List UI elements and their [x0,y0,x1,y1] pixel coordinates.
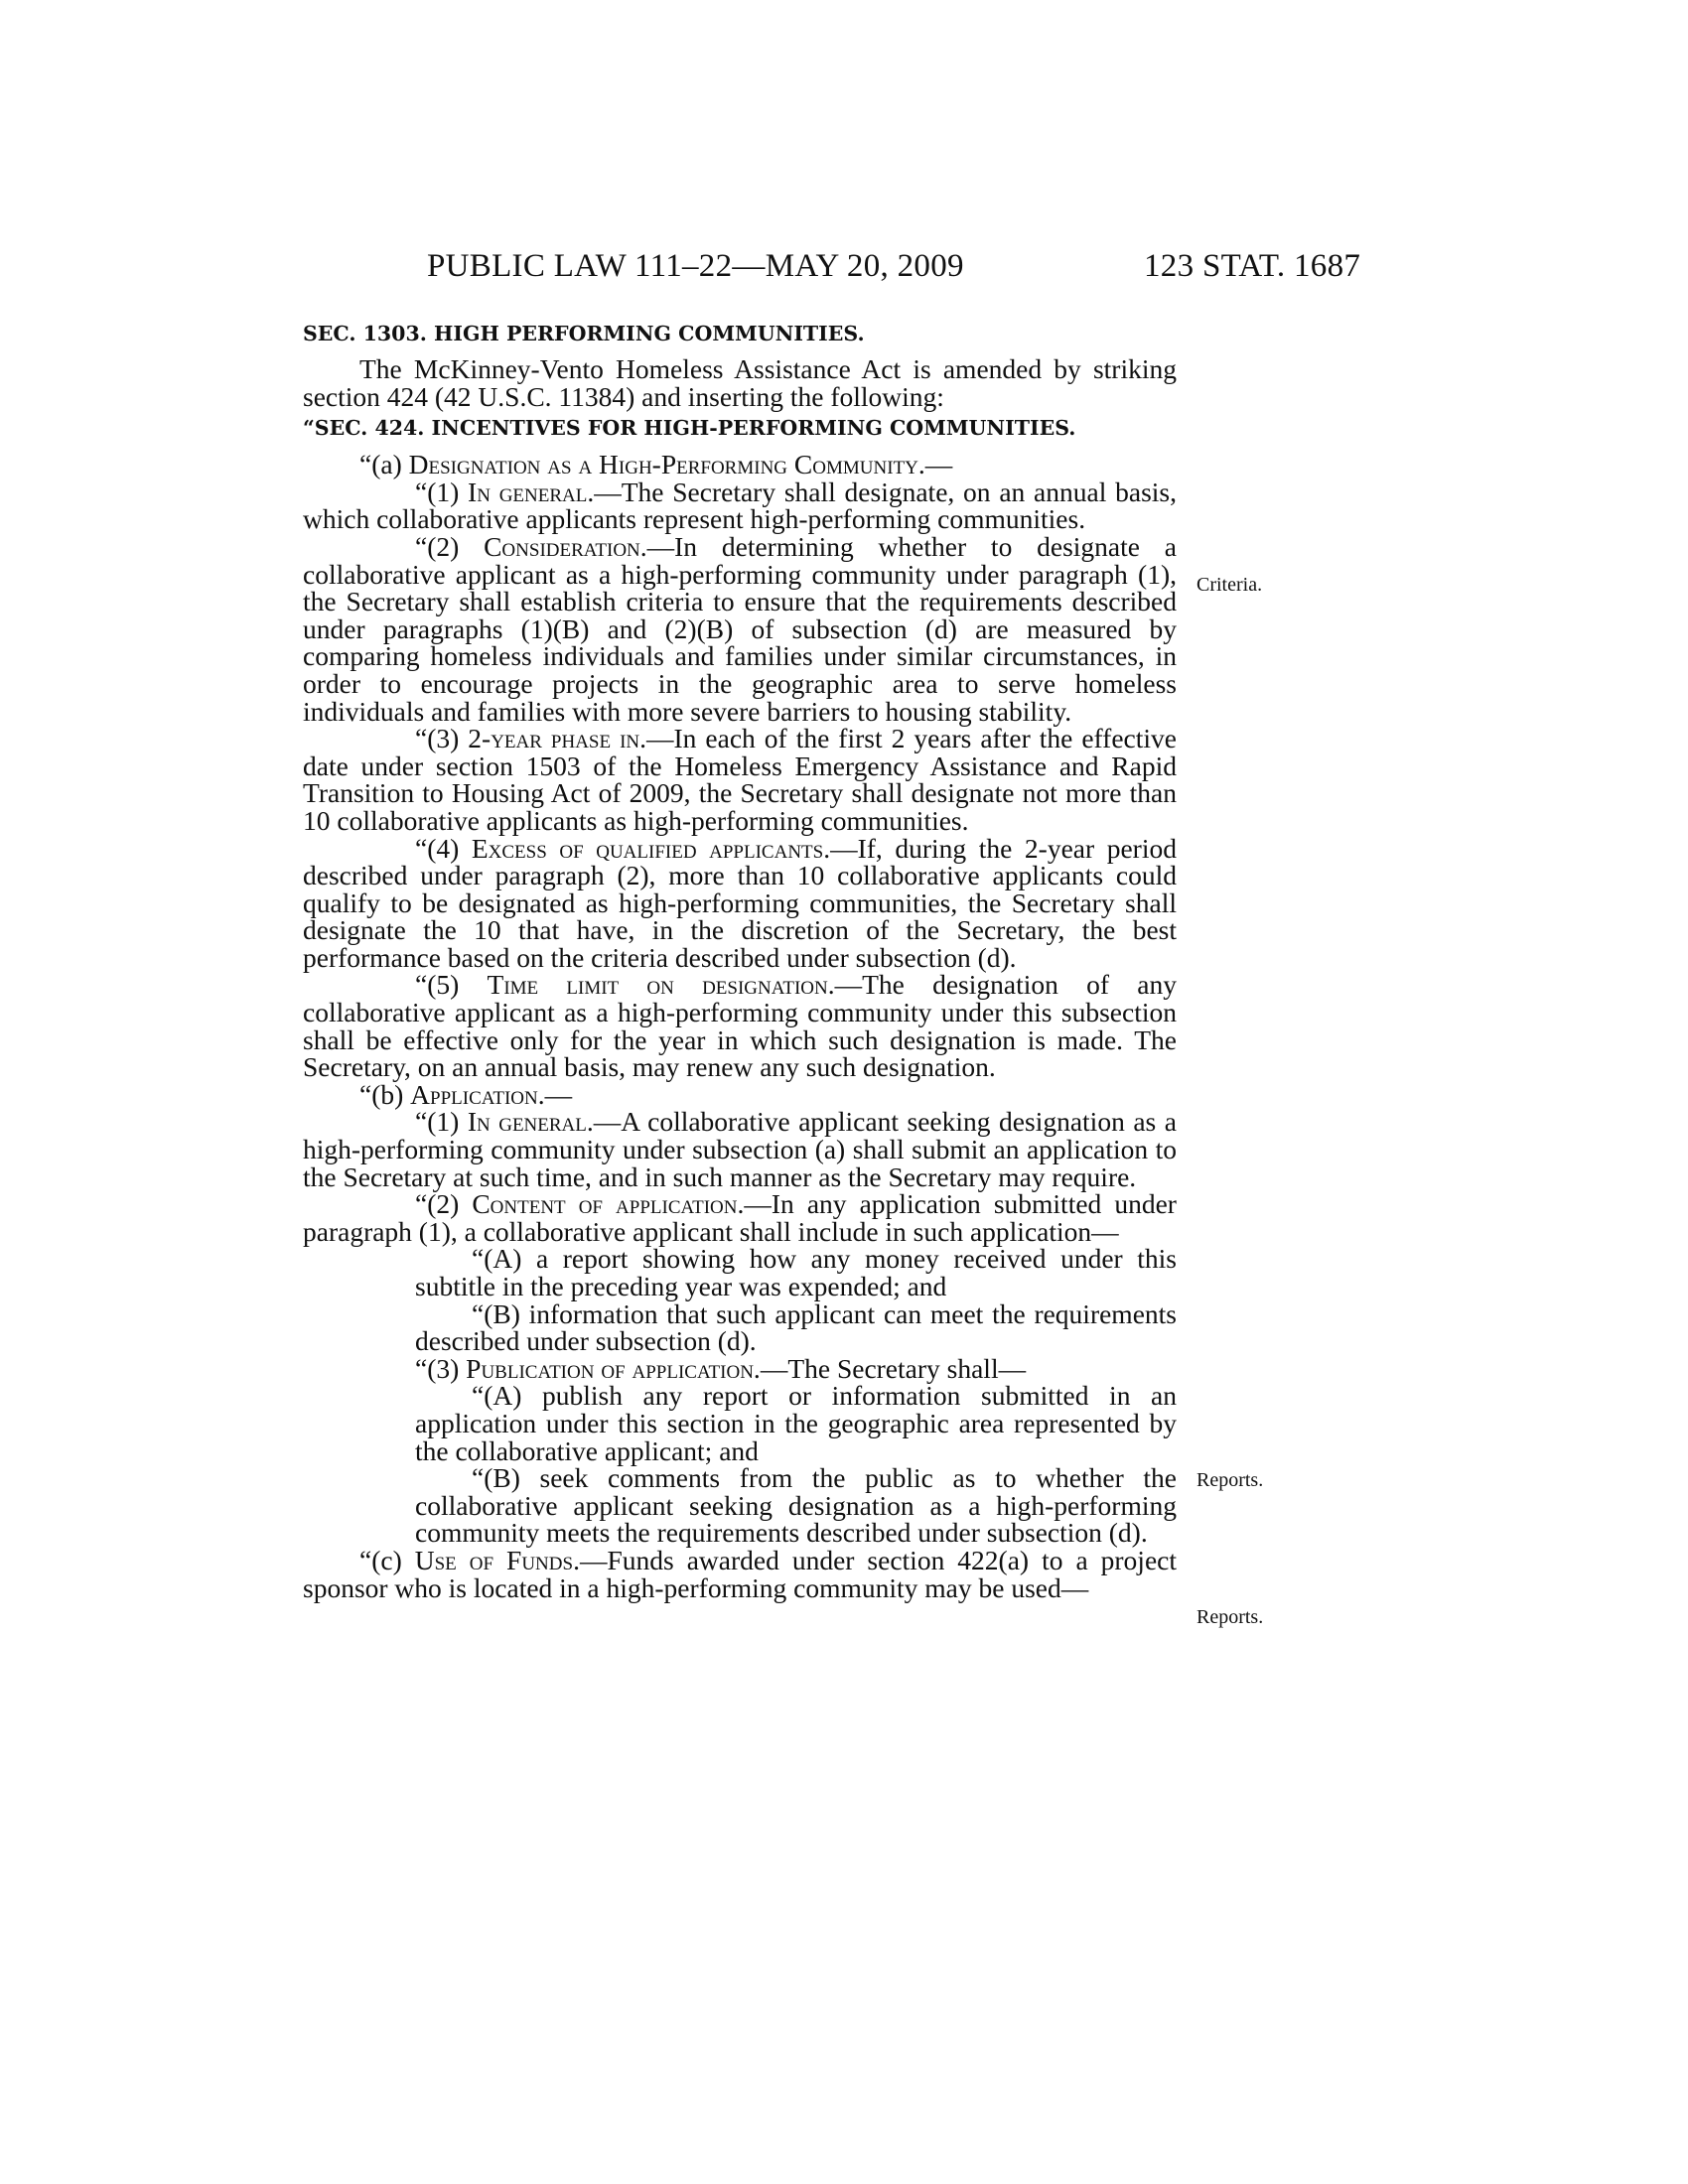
paragraph-a3-label: “(3) [415,723,469,754]
subsection-c-heading: Use of Funds. [414,1544,580,1575]
paragraph-a3 [303,725,1177,834]
intro-paragraph: The McKinney-Vento Homeless Assistance Act is amended by striking section 424 (42 U.S.C. 11384) and inserting the following: [303,353,1177,412]
margin-note-reports: Reports. [1196,1606,1264,1628]
paragraph-a5-heading: Time limit on designation. [487,969,835,1001]
subsection-b-label: “(b) [359,1078,411,1110]
section-1303-heading: SEC. 1303. HIGH PERFORMING COMMUNITIES. [303,322,865,345]
paragraph-a1-heading: In general. [468,476,595,507]
paragraph-b1-text: —A collaborative applicant seeking designation as a high-performing community under subsection (a) shall submit an application to the Secretary at such time, and in such manner as the Secretary may require. [303,1106,1177,1192]
paragraph-a2-heading: Consideration. [484,530,647,562]
paragraph-b2 [303,1190,1177,1245]
margin-note-reports: Reports. [1196,1469,1264,1491]
subparagraph-b2-a: “(A) a report showing how any money received under this subtitle in the preceding year was expended; and [415,1243,1177,1301]
subsection-a-label: “(a) [359,449,409,480]
paragraph-a2 [303,530,1177,727]
statute-page-number: 123 STAT. 1687 [1144,248,1361,284]
subsection-a-heading: Designation as a High-Performing Community.— [408,449,953,480]
paragraph-b3 [303,1352,1177,1384]
running-header-title: PUBLIC LAW 111–22—MAY 20, 2009 [427,248,964,284]
section-424-heading: “SEC. 424. INCENTIVES FOR HIGH-PERFORMING COMMUNITIES. [303,416,1076,441]
paragraph-a2-label: “(2) [415,530,485,562]
subsection-c [303,1544,1178,1603]
paragraph-a4 [303,832,1177,973]
paragraph-b1-label: “(1) [415,1106,468,1138]
paragraph-a4-heading: Excess of qualified applicants. [471,832,831,864]
subparagraph-b3-a: “(A) publish any report or information submitted in an application under this section in the geographic area represented by the collaborative applicant; and [415,1380,1177,1466]
paragraph-a5 [303,969,1177,1083]
subsection-c-text: —Funds awarded under section 422(a) to a project sponsor who is located in a high-performing community may be used— [303,1544,1178,1603]
paragraph-a1-text: —The Secretary shall designate, on an annual basis, which collaborative applicants represent high-performing communities. [303,476,1177,535]
paragraph-a3-heading: 2-year phase in. [468,723,647,754]
paragraph-a1 [303,478,1177,533]
subsection-a [303,451,1177,478]
subsection-b-heading: Application.— [410,1078,573,1110]
paragraph-a1-label: “(1) [415,476,469,507]
margin-note-criteria: Criteria. [1196,574,1263,596]
paragraph-a4-text: —If, during the 2-year period described under paragraph (2), more than 10 collaborative applicants could qualify to be designated as high-performing communities, the Secretary shall designate the 10 that have, in the discretion of the Secretary, the best performance based on the criteria described under subsection (d). [303,832,1177,973]
subsection-b [303,1078,1177,1110]
paragraph-b3-heading: Publication of application. [466,1352,761,1384]
paragraph-a3-text: —In each of the first 2 years after the effective date under section 1503 of the Homeless Emergency Assistance and Rapid Transition to Housing Act of 2009, the Secretary shall designate not more than 10 collaborative applicants as high-performing communities. [303,723,1177,836]
paragraph-b3-text: —The Secretary shall— [760,1352,1027,1384]
statute-text-column [303,318,1177,1601]
paragraph-b2-text: —In any application submitted under paragraph (1), a collaborative applicant shall include in such application— [303,1188,1177,1247]
subsection-c-label: “(c) [359,1544,415,1575]
subparagraph-b3-b: “(B) seek comments from the public as to whether the collaborative applicant seeking designation as a high-performing community meets the requirements described under subsection (d). [415,1462,1177,1549]
paragraph-b2-heading: Content of application. [472,1188,745,1220]
paragraph-a5-label: “(5) [415,969,488,1001]
paragraph-b1 [303,1108,1177,1190]
paragraph-b2-label: “(2) [415,1188,473,1220]
paragraph-a5-text: —The designation of any collaborative applicant as a high-performing community under this subsection shall be effective only for the year in which such designation is made. The Secretary, on an annual basis, may renew any such designation. [303,969,1177,1083]
subparagraph-b2-b: “(B) information that such applicant can meet the requirements described under subsection (d). [415,1297,1177,1357]
paragraph-a4-label: “(4) [415,832,472,864]
paragraph-a2-text: —In determining whether to designate a collaborative applicant as a high-performing community under paragraph (1), the Secretary shall establish criteria to ensure that the requirements described under paragraphs (1)(B) and (2)(B) of subsection (d) are measured by comparing homeless individuals and families under similar circumstances, in order to encourage projects in the geographic area to serve homeless individuals and families with more severe barriers to housing stability. [303,530,1177,727]
paragraph-b1-heading: In general. [467,1106,594,1138]
paragraph-b3-label: “(3) [415,1352,467,1384]
